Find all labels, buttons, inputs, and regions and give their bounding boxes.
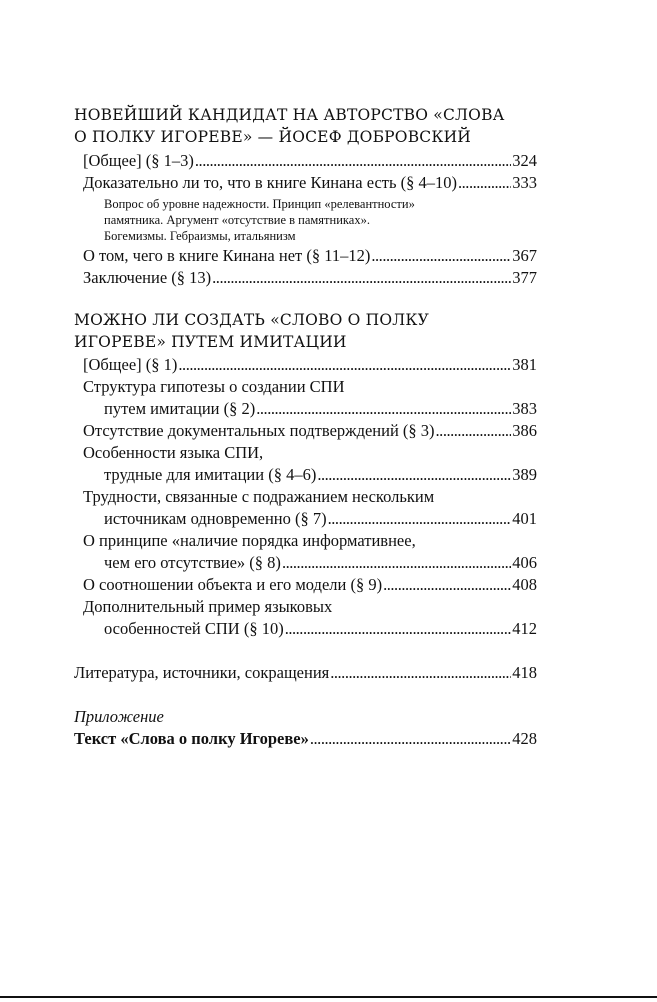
toc-entry-title: чем его отсутствие» (§ 8) [104,553,281,572]
toc-entry-page: 408 [512,575,537,594]
toc-entry[interactable] [104,508,537,530]
toc-entry-title: [Общее] (§ 1–3) [83,151,194,170]
toc-entry[interactable] [83,150,537,172]
leader-dots [383,574,511,596]
leader-dots [178,354,511,376]
subnote-line: Богемизмы. Гебраизмы, итальянизм [104,229,296,243]
toc-entry-title: путем имитации (§ 2) [104,399,256,418]
toc-entry-title-line: Трудности, связанные с подражанием нескольким [83,487,435,506]
toc-entry[interactable] [83,354,537,376]
subnote-line: памятника. Аргумент «отсутствие в памятниках». [104,213,370,227]
toc-entry-page: 324 [512,151,537,170]
toc-entry[interactable] [83,172,537,194]
toc-entry-title-line: Дополнительный пример языковых [83,597,333,616]
section-heading-line: О ПОЛКУ ИГОРЕВЕ» — ЙОСЕФ ДОБРОВСКИЙ [74,128,471,146]
leader-dots [328,508,512,530]
toc-entry-page: 383 [512,399,537,418]
toc-entry-page: 367 [512,246,537,265]
toc-entry-title: особенностей СПИ (§ 10) [104,619,284,638]
toc-entry-title: О соотношении объекта и его модели (§ 9) [83,575,383,594]
toc-entry[interactable] [104,552,537,574]
toc-entry-page: 412 [512,619,537,638]
toc-entry-title-line: Структура гипотезы о создании СПИ [83,377,345,396]
toc-entry[interactable] [83,420,537,442]
toc-entry-page: 377 [512,268,537,287]
toc-entry-title: [Общее] (§ 1) [83,355,178,374]
toc-entry[interactable] [104,398,537,420]
toc-entry[interactable] [104,618,537,640]
toc-entry-title: источникам одновременно (§ 7) [104,509,327,528]
toc-entry-page: 381 [512,355,537,374]
leader-dots [458,172,511,194]
toc-entry-title: Доказательно ли то, что в книге Кинана есть (§ 4–10) [83,173,457,192]
toc-entry-page: 428 [512,729,537,748]
appendix-label: Приложение [74,707,164,726]
section-heading-line: МОЖНО ЛИ СОЗДАТЬ «СЛОВО О ПОЛКУ [74,311,429,329]
page-bottom-rule [0,996,657,998]
leader-dots [317,464,511,486]
leader-dots [436,420,512,442]
leader-dots [371,245,511,267]
toc-entry-title: Литература, источники, сокращения [74,663,330,682]
toc-entry[interactable] [83,267,537,289]
toc-entry[interactable] [83,574,537,596]
toc-entry-title: Заключение (§ 13) [83,268,212,287]
toc-entry-page: 401 [512,509,537,528]
toc-entry-appendix[interactable] [74,728,537,750]
toc-entry-title-line: Особенности языка СПИ, [83,443,264,462]
toc-entry-page: 418 [512,663,537,682]
toc-entry-literature[interactable] [74,662,537,684]
toc-entry-page: 406 [512,553,537,572]
leader-dots [195,150,511,172]
toc-entry-title: трудные для имитации (§ 4–6) [104,465,317,484]
toc-entry-page: 386 [512,421,537,440]
section-heading-line: НОВЕЙШИЙ КАНДИДАТ НА АВТОРСТВО «СЛОВА [74,106,505,124]
toc-entry-title: Текст «Слова о полку Игореве» [74,729,309,748]
subnote-line: Вопрос об уровне надежности. Принцип «релевантности» [104,197,415,211]
toc-entry[interactable] [83,245,537,267]
leader-dots [212,267,511,289]
leader-dots [282,552,511,574]
section-heading-line: ИГОРЕВЕ» ПУТЕМ ИМИТАЦИИ [74,333,347,351]
leader-dots [330,662,511,684]
toc-entry-title: О том, чего в книге Кинана нет (§ 11–12) [83,246,371,265]
section-heading [74,104,544,148]
leader-dots [256,398,511,420]
leader-dots [310,728,511,750]
toc-entry-title: Отсутствие документальных подтверждений (§ 3) [83,421,435,440]
toc-entry-title-line: О принципе «наличие порядка информативнее, [83,531,416,550]
section-heading [74,309,544,353]
leader-dots [285,618,512,640]
entry-subnote [104,196,504,244]
toc-entry[interactable] [104,464,537,486]
toc-entry-page: 389 [512,465,537,484]
toc-entry-page: 333 [512,173,537,192]
